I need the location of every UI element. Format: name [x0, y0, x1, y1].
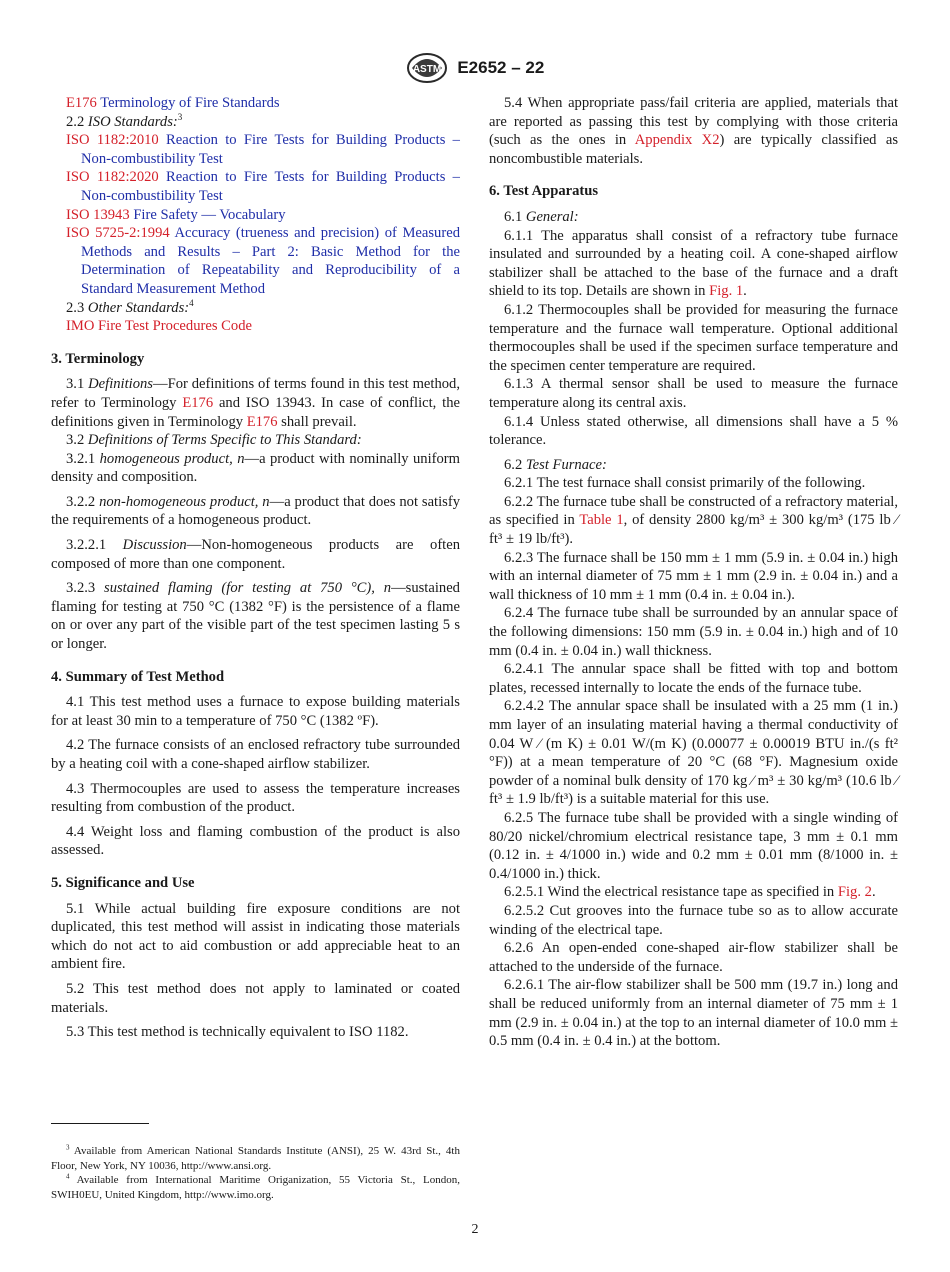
reference-iso-5725-2: [51, 224, 460, 298]
reference-imo: [51, 317, 460, 336]
reference-e176: [51, 94, 460, 113]
paragraph-3-2-3: 3.2.3 sustained flaming (for testing at 750 °C), n—sustained flaming for testing at 750 °C (1382 °F) is the persistence of a flame on or over any part of the visible part of the test specimen lasting 5 s or longer.: [51, 580, 460, 653]
reference-code[interactable]: ISO 5725-2:1994: [66, 225, 170, 242]
link-appendix-x2[interactable]: Appendix X2: [634, 132, 720, 149]
paragraph-6-2-2: 6.2.2 The furnace tube shall be constructed of a refractory material, as specified in Table 1, of density 2800 kg/m³ ± 300 kg/m³ (175 lb ⁄ ft³ ± 19 lb/ft³).: [489, 493, 898, 548]
paragraph-6-2-1: 6.2.1 The test furnace shall consist primarily of the following.: [504, 475, 866, 492]
paragraph-6-2-6: 6.2.6 An open-ended cone-shaped air-flow stabilizer shall be attached to the underside of the furnace.: [489, 940, 898, 975]
footnote-ref[interactable]: 4: [189, 297, 194, 308]
reference-iso-1182-2020: [51, 168, 460, 205]
paragraph-6-1: 6.1 General:: [504, 208, 579, 225]
svg-text:ASTM: ASTM: [412, 64, 441, 75]
reference-iso-13943: [51, 206, 460, 225]
paragraph-5-1: 5.1 While actual building fire exposure conditions are not duplicated, this test method will assist in indicating those materials which do not act to aid combustion or add appreciable heat to an ambient fire.: [51, 900, 460, 973]
link-table-1[interactable]: Table 1: [579, 512, 624, 529]
astm-logo-icon: [406, 52, 448, 84]
paragraph-6-2-6-1: 6.2.6.1 The air-flow stabilizer shall be 500 mm (19.7 in.) long and shall be reduced uniformly from an internal diameter of 75 mm ± 1 mm (2.9 in. ± 0.04 in.) at the top to an internal diameter of 10.0 mm ± 0.5 mm (0.4 in. ± 0.4 in.) at the bottom.: [489, 977, 898, 1050]
footnote-divider: [51, 1123, 149, 1124]
paragraph-6-2-5-2: 6.2.5.2 Cut grooves into the furnace tube so as to allow accurate winding of the electrical tape.: [489, 902, 898, 938]
paragraph-3-2-2: 3.2.2 non-homogeneous product, n—a product that does not satisfy the requirements of a homogeneous product.: [51, 493, 460, 529]
reference-title[interactable]: Fire Safety — Vocabulary: [133, 206, 286, 223]
paragraph-5-2: 5.2 This test method does not apply to laminated or coated materials.: [51, 980, 460, 1016]
paragraph-6-2: 6.2 Test Furnace:: [504, 456, 607, 473]
paragraph-3-2: 3.2 Definitions of Terms Specific to This Standard:: [66, 432, 362, 449]
paragraph-6-1-1: 6.1.1 The apparatus shall consist of a refractory tube furnace insulated and surrounded by a heating coil. A cone-shaped airflow stabilizer shall be attached to the base of the furnace and a draft shield to its top. Details are shown in Fig. 1.: [489, 227, 898, 300]
reference-code[interactable]: ISO 1182:2020: [66, 169, 159, 186]
link-fig-1[interactable]: Fig. 1: [709, 283, 744, 300]
section-heading-terminology: 3. Terminology: [51, 350, 145, 367]
page-header: [0, 52, 950, 88]
paragraph-5-3: 5.3 This test method is technically equivalent to ISO 1182.: [66, 1024, 409, 1041]
paragraph-4-4: 4.4 Weight loss and flaming combustion of the product is also assessed.: [51, 823, 460, 859]
section-2-3: 2.3 Other Standards:$^4$: [66, 297, 194, 316]
paragraph-3-2-2-1: 3.2.2.1 Discussion—Non-homogeneous products are often composed of more than one component.: [51, 537, 461, 572]
paragraph-3-1: 3.1 Definitions—For definitions of terms found in this test method, refer to Terminology E176 and ISO 13943. In case of conflict, the definitions given in Terminology E176 shall prevail.: [51, 376, 460, 430]
page-number: 2: [471, 1222, 479, 1237]
section-heading-significance: 5. Significance and Use: [51, 874, 195, 891]
reference-title[interactable]: Accuracy (trueness and precision) of Measured Methods and Results – Part 2: Basic Method for the Determination of Repeatability and Reproducibility of a Standard Measurement Method: [81, 225, 460, 297]
reference-code[interactable]: ISO 1182:2010: [66, 132, 159, 149]
section-2-2: 2.2 ISO Standards:$^3$: [66, 111, 183, 130]
paragraph-3-2-1: 3.2.1 homogeneous product, n—a product with nominally uniform density and composition.: [51, 450, 460, 486]
paragraph-6-1-3: 6.1.3 A thermal sensor shall be used to measure the furnace temperature along its central axis.: [489, 376, 898, 411]
paragraph-6-2-4-1: 6.2.4.1 The annular space shall be fitted with top and bottom plates, recessed internally to locate the ends of the furnace tube.: [489, 661, 898, 696]
paragraph-6-1-4: 6.1.4 Unless stated otherwise, all dimensions shall have a 5 % tolerance.: [489, 413, 898, 449]
reference-code[interactable]: IMO Fire Test Procedures Code: [66, 318, 252, 335]
footnote-3: $^3$ Available from American National Standards Institute (ANSI), 25 W. 43rd St., 4th Floor, New York, NY 10036, http://www.ansi.org.: [51, 1143, 460, 1172]
paragraph-6-2-4: 6.2.4 The furnace tube shall be surrounded by an annular space of the following dimensions: 150 mm (5.9 in. ± 0.04 in.) high and of 10 mm (0.4 in. ± 0.04 in.) wall thickness.: [489, 605, 898, 659]
link-e176[interactable]: E176: [182, 394, 214, 411]
section-heading-summary: 4. Summary of Test Method: [51, 668, 225, 685]
section-heading-apparatus: 6. Test Apparatus: [489, 183, 599, 200]
paragraph-4-3: 4.3 Thermocouples are used to assess the temperature increases resulting from combustion of the product.: [51, 780, 460, 816]
paragraph-6-2-4-2: 6.2.4.2 The annular space shall be insulated with a 25 mm (1 in.) mm layer of an insulating material having a thermal conductivity of 0.04 W ⁄ (m K) ± 0.01 W/(m K) (0.00077 ± 0.00019 BTU in./(s ft² °F)) at a mean temperature of 20 °C (68 °F). Magnesium oxide powder of a nominal bulk density of 170 kg ⁄ m³ ± 30 kg/m³ (10.6 lb ⁄ ft³ ± 1.9 lb/ft³) is a suitable material for this use.: [489, 698, 898, 808]
footnote-ref[interactable]: 3: [177, 111, 183, 122]
paragraph-4-2: 4.2 The furnace consists of an enclosed refractory tube surrounded by a heating coil with a cone-shaped airflow stabilizer.: [51, 737, 460, 772]
reference-title[interactable]: Terminology of Fire Standards: [100, 95, 280, 111]
right-column: [489, 94, 898, 1051]
link-fig-2[interactable]: Fig. 2: [837, 884, 872, 901]
paragraph-6-2-3: 6.2.3 The furnace shall be 150 mm ± 1 mm (5.9 in. ± 0.04 in.) high with an internal diameter of 75 mm ± 1 mm (2.9 in. ± 0.04 in.) and a wall thickness of 10 mm ± 1 mm (0.4 in. ± 0.04 in.).: [489, 549, 898, 603]
reference-title[interactable]: Reaction to Fire Tests for Building Products – Non-combustibility Test: [81, 132, 460, 167]
standard-designation: E2652 – 22: [457, 57, 545, 77]
reference-code[interactable]: ISO 13943: [66, 206, 130, 223]
paragraph-4-1: 4.1 This test method uses a furnace to expose building materials for at least 30 min to a temperature of 750 °C (1382 ºF).: [51, 694, 460, 729]
paragraph-6-2-5-1: 6.2.5.1 Wind the electrical resistance tape as specified in Fig. 2.: [504, 884, 876, 901]
paragraph-6-1-2: 6.1.2 Thermocouples shall be provided for measuring the furnace temperature and the furnace wall temperature. Optional additional thermocouples shall be used if the specimen surface temperature and the specimen center temperature are required.: [489, 301, 898, 374]
paragraph-5-4: 5.4 When appropriate pass/fail criteria are applied, materials that are reported as passing this test by complying with those criteria (such as the ones in Appendix X2) are typically classified as noncombustible materials.: [489, 95, 898, 167]
reference-title[interactable]: Reaction to Fire Tests for Building Products – Non-combustibility Test: [81, 169, 460, 204]
link-e176[interactable]: E176: [246, 413, 278, 430]
paragraph-6-2-5: 6.2.5 The furnace tube shall be provided with a single winding of 80/20 nickel/chromium electrical resistance tape, 3 mm ± 0.1 mm (0.12 in. ± 4/1000 in.) wide and 0.2 mm ± 0.01 mm (8/1000 in. ± 0.4/1000 in.) thick.: [489, 809, 898, 882]
footnote-4: $^4$ Available from International Maritime Origanization, 55 Victoria St., London, SWIH0EU, United Kingdom, http://www.imo.org.: [51, 1172, 460, 1201]
reference-code[interactable]: E176: [66, 95, 97, 111]
reference-iso-1182-2010: [51, 131, 460, 168]
left-column: [51, 94, 460, 1042]
